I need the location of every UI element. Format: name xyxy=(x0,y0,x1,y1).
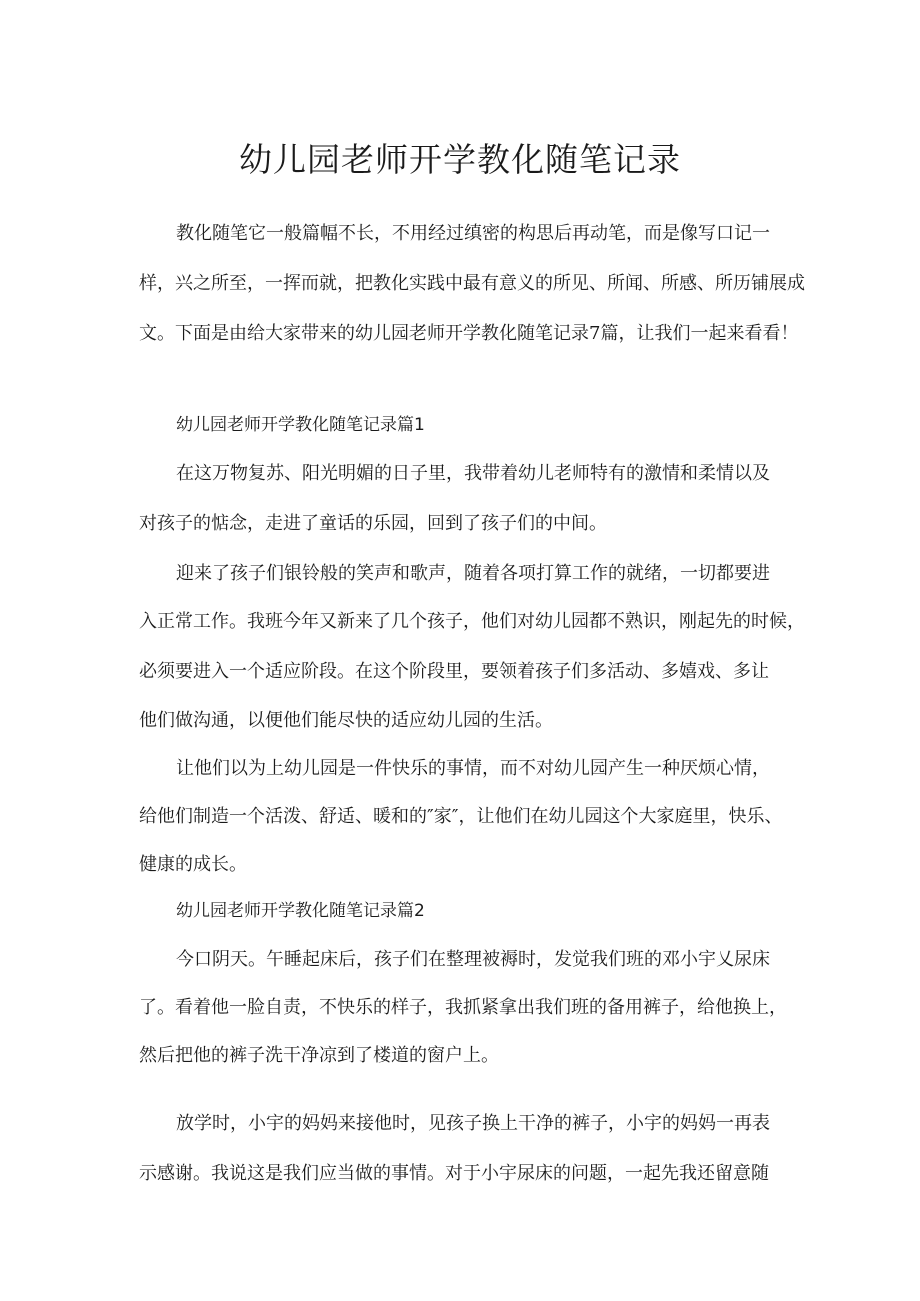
paragraph-line: 文。下面是由给大家带来的幼儿园老师开学教化随笔记录7篇，让我们一起来看看！ xyxy=(139,323,799,344)
paragraph-line: 示感谢。我说这是我们应当做的事情。对于小宇尿床的问题，一起先我还留意随 xyxy=(139,1163,769,1184)
paragraph-line: 放学时，小宇的妈妈来接他时，见孩子换上干净的裤子，小宇的妈妈一再表 xyxy=(176,1113,770,1134)
paragraph-line: 对孩子的惦念，走进了童话的乐园，回到了孩子们的中间。 xyxy=(139,513,607,534)
paragraph-line: 入正常工作。我班今年又新来了几个孩子，他们对幼儿园都不熟识，刚起先的时候， xyxy=(139,611,805,632)
paragraph-line: 让他们以为上幼儿园是一件快乐的事情，而不对幼儿园产生一种厌烦心情， xyxy=(176,758,770,779)
paragraph-line: 教化随笔它一般篇幅不长，不用经过缜密的构思后再动笔，而是像写口记一 xyxy=(176,223,770,244)
paragraph-line: 今口阴天。午睡起床后，孩子们在整理被褥时，发觉我们班的邓小宇乂尿床 xyxy=(176,949,770,970)
paragraph-line: 然后把他的裤子洗干净凉到了楼道的窗户上。 xyxy=(139,1045,499,1066)
paragraph-line: 了。看着他一脸自责，不快乐的样子，我抓紧拿出我们班的备用裤子，给他换上， xyxy=(139,997,787,1018)
section-heading: 幼儿园老师开学教化随笔记录篇2 xyxy=(176,901,425,921)
paragraph-line: 他们做沟通，以便他们能尽快的适应幼儿园的生活。 xyxy=(139,710,553,731)
section-heading: 幼儿园老师开学教化随笔记录篇1 xyxy=(176,415,425,435)
document-title: 幼儿园老师开学教化随笔记录 xyxy=(239,140,681,179)
paragraph-line: 必须要进入一个适应阶段。在这个阶段里，要领着孩子们多活动、多嬉戏、多让 xyxy=(139,661,769,682)
paragraph-line: 给他们制造一个活泼、舒适、暖和的″家″，让他们在幼儿园这个大家庭里，快乐、 xyxy=(139,806,783,827)
paragraph-line: 样，兴之所至，一挥而就，把教化实践中最有意义的所见、所闻、所感、所历铺展成 xyxy=(139,273,805,294)
paragraph-line: 迎来了孩子们银铃般的笑声和歌声，随着各项打算工作的就绪，一切都要进 xyxy=(176,563,770,584)
paragraph-line: 健康的成长。 xyxy=(139,854,247,875)
paragraph-line: 在这万物复苏、阳光明媚的日子里，我带着幼儿老师特有的激情和柔情以及 xyxy=(176,463,770,484)
